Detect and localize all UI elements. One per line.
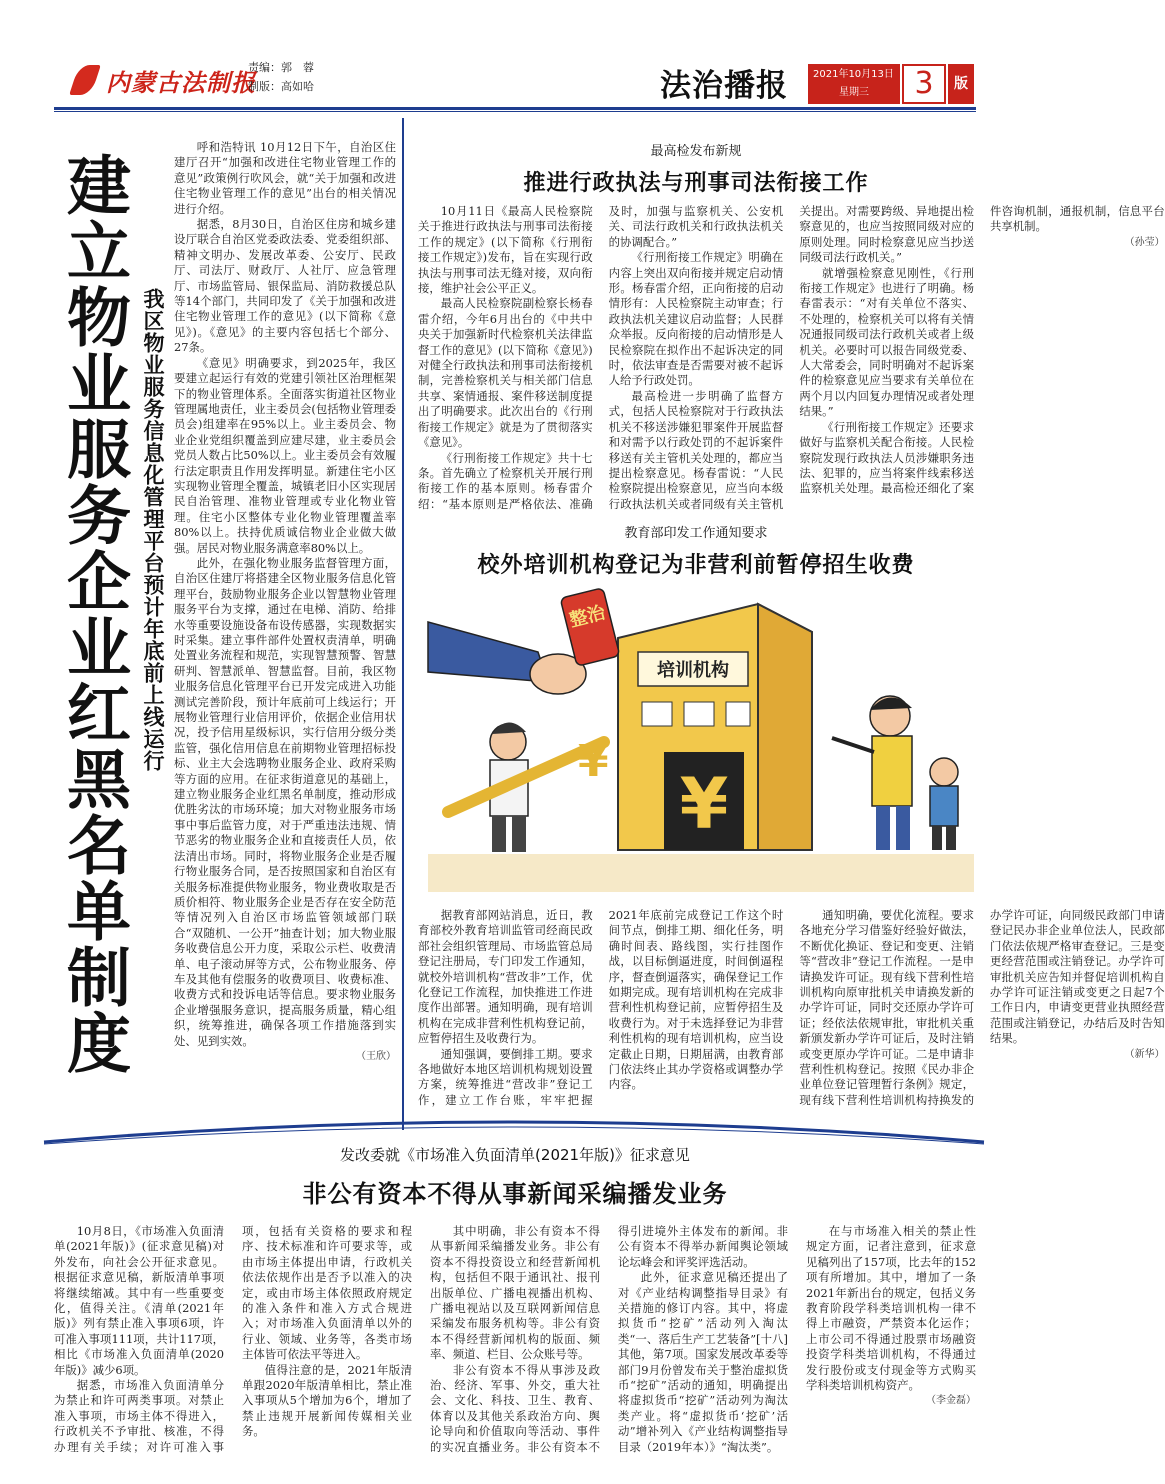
article-byline: （新华） (1124, 1048, 1165, 1060)
article-paragraph: 此外，在强化物业服务监督管理方面，自治区住建厅将搭建全区物业服务信息化管理平台，鼓励物业服务企业以智慧物业管理服务平台为支撑，通过在电梯、消防、给排水等重要设施设备布设传感器，实现数据实时采集。建立事件部件处置权责清单，明确处置业务流程和规范，实现智慧预警、智慧研判、智慧派单、智慧监督。目前，我区物业服务信息化管理平台已开发完成进入功能测试完善阶段，预计年底前可上线运行；开展物业管理行业信用评价，依据企业信用状况，投予信用星级标识，实行信用分级分类监管，强化信用信息在前期物业管理招标投标、业主大会选聘物业服务企业、政府采购等方面的应用。在征求街道意见的基础上，建立物业服务企业红黑名单制度，推动形成优胜劣汰的市场环境；加大对物业服务市场事中事后监管力度，对于严重违法违规、情节恶劣的物业服务企业和直接责任人员，依法清出市场。同时，将物业服务企业是否履行物业服务合同，是否按照国家和自治区有关服务标准提供物业服务，物业费收取是否质价相符、物业服务企业是否存在安全防范等情况列入自治区市场监管领域部门联合“双随机、一公开”抽查计划；加大物业服务收费信息公开力度，采取公示栏、收费清单、电子滚动屏等方式，公布物业服务、停车及其他有偿服务的收费项目、收费标准、收费方式和投诉电话等信息。要求物业服务企业增强服务意识，提高服务质量，精心组织，统筹推进，确保各项工作措施落到实处、见到实效。 (174, 555, 396, 1048)
article-paragraph: 10月8日，《市场准入负面清单(2021年版)》(征求意见稿)对外发布，向社会公开征求意见。根据征求意见稿，新版清单事项将继续缩减。其中有一些重要变化，值得关注。《清单(2021年版)》列有禁止准入事项6项，许可准入事项111项，共计117项，相比《市场准入负面清单(2020年版)》减少6项。 (54, 1224, 224, 1377)
editor-credits (248, 58, 314, 96)
story-body (418, 204, 1165, 516)
story-body (418, 908, 1165, 1116)
editor-credit: 责编：郭 蓉 (248, 61, 314, 74)
article-byline: （孙莹） (1124, 236, 1165, 248)
story-headline: 非公有资本不得从事新闻采编播发业务 (302, 1179, 728, 1208)
column-divider (402, 118, 404, 1130)
svg-text:¥: ¥ (578, 736, 609, 787)
article-paragraph: 此外，征求意见稿还提出了对《产业结构调整指导目录》有关措施的修订内容。其中，将虚拟货币“挖矿”活动列入淘汰类“一、落后生产工艺装备”[十八]其他，第7项。国家发展改革委等部门9月份曾发布关于整治虚拟货币“挖矿”活动的通知，明确提出将虚拟货币“挖矿”活动列为淘汰类产业。将“虚拟货币‘挖矿’活动”增补列入《产业结构调整指导目录（2019年本）》“淘汰类”。 (618, 1270, 788, 1454)
market-access-story (54, 1138, 976, 1478)
article-paragraph: 《行刑衔接工作规定》明确在内容上突出双向衔接并规定启动情形。杨春雷介绍，正向衔接的启动情形有：人民检察院主动审查；行政执法机关建议启动监督；人民群众举报。反向衔接的启动情形是人民检察院在拟作出不起诉决定的同时，依法审查是否需要对被不起诉人给予行政处罚。 (608, 250, 784, 388)
article-paragraph: 非公有资本不得从事涉及政治、经济、军事、外交，重大社会、文化、科技、卫生、教育、体育以及其他关系政治方向、舆论导向和价值取向等活动、事件的实况直播业务。非公有资本不得引进境外主体发布的新闻。非公有资本不得举办新闻舆论领域论坛峰会和评奖评选活动。 (430, 1224, 788, 1454)
lead-headline: 建立物业服务企业红黑名单制度 (56, 152, 131, 1076)
article-paragraph: 通知强调，要倒排工期。要求各地做好本地区培训机构规划设置方案，统筹推进“营改非”登记工作，建立工作台账，牢牢把握2021年底前完成登记工作这个时间节点，倒排工期、细化任务，明确时间表、路线图，实行挂图作战，以目标倒逼进度，时间倒逼程序，督查倒逼落实，确保登记工作如期完成。现有培训机构在完成非营利性机构登记前，应暂停招生及收费行为。对于未选择登记为非营利性机构的现有培训机构，应当设定截止日期，日期届满，由教育部门依法终止其办学资格或调整办学内容。 (418, 908, 784, 1107)
article-paragraph: 10月11日《最高人民检察院关于推进行政执法与刑事司法衔接工作的规定》(以下简称《行刑衔接工作规定》)发布，旨在实现行政执法与刑事司法无缝对接，双向衔接，维护社会公平正义。 (418, 204, 593, 296)
article-paragraph: 据悉，8月30日，自治区住房和城乡建设厅联合自治区党委政法委、党委组织部、精神文明办、发展改革委、公安厅、民政厅、司法厅、财政厅、人社厅、应急管理厅、市场监管局、银保监局、消防救援总队等14个部门，共同印发了《关于加强和改进住宅物业管理工作的意见》(以下简称《意见》)。《意见》的主要内容包括七个部分、27条。 (174, 217, 396, 355)
issue-weekday: 星期三 (839, 87, 869, 98)
story-headline: 校外培训机构登记为非营利前暂停招生收费 (477, 552, 915, 578)
layout-credit: 制版：高如哈 (248, 80, 314, 93)
masthead-rule-thin (54, 111, 976, 112)
procuratorate-story (418, 136, 1165, 516)
date-block (808, 64, 900, 104)
article-paragraph: 值得注意的是，2021年版清单跟2020年版清单相比，禁止准入事项从5个增加为6个，增加了禁止违规开展新闻传媒相关业务。 (242, 1362, 412, 1439)
article-paragraph: 就增强检察意见刚性，《行刑衔接工作规定》也进行了明确。杨春雷表示：“对有关单位不落实、不处理的，检察机关可以将有关情况通报同级司法行政机关或者上级机关。必要时可以报告同级党委、人大常委会，同时明确对不起诉案件的检察意见应当要求有关单位在两个月以内回复办理情况或者处理结果。” (799, 265, 974, 419)
masthead-rule (54, 107, 976, 110)
article-paragraph: 据教育部网站消息，近日，教育部校外教育培训监管司经商民政部社会组织管理局、市场监管总局登记注册局，专门印发工作通知，就校外培训机构“营改非”工作，优化登记工作流程，加快推进工作进度作出部署。通知明确，现有培训机构在完成非营利性机构登记前，应暂停招生及收费行为。 (418, 908, 593, 1046)
newspaper-name: 内蒙古法制报 (106, 67, 256, 97)
issue-info (808, 64, 974, 104)
article-paragraph: 《行刑衔接工作规定》还要求做好与监察机关配合衔接。人民检察院发现行政执法人员涉嫌职务违法、犯罪的，应当将案件线索移送监察机关处理。最高检还细化了案件咨询机制，通报机制，信息平台共享机制。 (799, 204, 1165, 496)
article-paragraph: 《意见》明确要求，到2025年，我区要建立起运行有效的党建引领社区治理框架下的物业管理体系。全面落实街道社区物业管理属地责任，业主委员会(包括物业管理委员会)组建率在95%以上。业主委员会、物业企业党组织覆盖到应建尽建，业主委员会党员人数占比50%以上。业主委员会有效履行法定职责且作用发挥明显。新建住宅小区实现物业管理全覆盖，城镇老旧小区实现居民自治管理、准物业管理或专业化物业管理。住宅小区整体专业化物业管理覆盖率80%以上。扶持优质诚信物业企业做大做强。居民对物业服务满意率80%以上。 (174, 355, 396, 555)
article-paragraph: 最高人民检察院副检察长杨春雷介绍，今年6月出台的《中共中央关于加强新时代检察机关法律监督工作的意见》(以下简称《意见》)对健全行政执法和刑事司法衔接机制，完善检察机关与相关部门信息共享、案情通报、案件移送制度提出了明确要求。此次出台的《行刑衔接工作规定》就是为了贯彻落实《意见》。 (418, 296, 593, 450)
building-illustration (618, 604, 812, 850)
article-paragraph: 通知明确，要优化流程。要求各地充分学习借鉴好经验好做法，不断优化换证、登记和变更、注销等“营改非”登记工作流程。一是申请换发许可证。现有线下营利性培训机构向原审批机关申请换发新的办学许可证，同时交还原办学许可证；经依法依规审批，审批机关重新颁发新办学许可证后，及时注销或变更原办学许可证。二是申请非营利性机构登记。按照《民办非企业单位登记管理暂行条例》规定，现有线下营利性培训机构持换发的办学许可证，向同级民政部门申请登记民办非企业单位法人，民政部门依法依规严格审查登记。三是变更经营范围或注销登记。办学许可审批机关应告知并督促培训机构自办学许可证注销或变更之日起7个工作日内，申请变更营业执照经营范围或注销登记，办结后及时告知结果。 (799, 908, 1165, 1107)
story-headline: 推进行政执法与刑事司法衔接工作 (523, 170, 869, 196)
article-paragraph: 呼和浩特讯 10月12日下午，自治区住建厅召开“加强和改进住宅物业管理工作的意见”政策例行吹风会，就“关于加强和改进住宅物业管理工作的意见”出台的相关情况进行介绍。 (174, 140, 396, 216)
newspaper-logo (70, 58, 256, 102)
article-byline: （李金磊） (926, 1395, 976, 1407)
story-kicker: 最高检发布新规 (650, 144, 742, 159)
article-byline: （王欣） (356, 1050, 396, 1062)
masthead (0, 0, 1024, 112)
issue-date: 2021年10月13日 (813, 69, 894, 80)
article-paragraph: 据悉，市场准入负面清单分为禁止和许可两类事项。对禁止准入事项，市场主体不得进入，行政机关不予审批、核准，不得办理有关手续；对许可准入事项，包括有关资格的要求和程序、技术标准和许可要求等，或由市场主体提出申请，行政机关依法依规作出是否予以准入的决定，或由市场主体依照政府规定的准入条件和准入方式合规进入；对市场准入负面清单以外的行业、领域、业务等，各类市场主体皆可依法平等进入。 (54, 1224, 412, 1454)
section-title: 法治播报 (660, 68, 788, 104)
svg-text:¥: ¥ (679, 763, 729, 845)
article-paragraph: 在与市场准入相关的禁止性规定方面，记者注意到，征求意见稿列出了157项，比去年的152项有所增加。其中，增加了一条2021年新出台的规定，包括义务教育阶段学科类培训机构一律不得上市融资，严禁资本化运作；上市公司不得通过股票市场融资投资学科类培训机构，不得通过发行股份或支付现金等方式购买学科类培训机构资产。 (806, 1224, 976, 1393)
page-suffix: 版 (948, 64, 974, 104)
training-cartoon-illustration (428, 592, 974, 892)
sign-text: 整治 (567, 602, 608, 632)
article-paragraph: 《行刑衔接工作规定》共十七条。首先确立了检察机关开展行刑衔接工作的基本原则。杨春雷介绍：“基本原则是严格依法、准确及时，加强与监察机关、公安机关、司法行政机关和行政执法机关的协调配合。” (418, 204, 784, 511)
page-number: 3 (902, 64, 946, 104)
story-kicker: 发改委就《市场准入负面清单(2021年版)》征求意见 (340, 1146, 690, 1164)
training-institution-story (418, 516, 1165, 1116)
article-paragraph: 最高检进一步明确了监督方式，包括人民检察院对于行政执法机关不移送涉嫌犯罪案件开展监督和对需予以行政处罚的不起诉案件移送有关主管机关处理的，都应当提出检察意见。杨春雷说：“人民检察院提出检察意见，应当向本级行政执法机关或者同级有关主管机关提出。对需要跨级、异地提出检察意见的，也应当按照同级对应的原则处理。同时检察意见应当抄送同级司法行政机关。” (608, 204, 974, 511)
building-sign: 培训机构 (657, 660, 729, 681)
lead-article-body (174, 140, 396, 1110)
lead-subheadline: 我区物业服务信息化管理平台预计年底前上线运行 (141, 288, 165, 772)
article-paragraph: 其中明确，非公有资本不得从事新闻采编播发业务。非公有资本不得投资设立和经营新闻机构，包括但不限于通讯社、报刊出版单位、广播电视播出机构、广播电视站以及互联网新闻信息采编发布服务机构等。非公有资本不得经营新闻机构的版面、频率、频道、栏目、公众账号等。 (430, 1224, 600, 1362)
story-body (54, 1224, 976, 1478)
lead-story (54, 118, 394, 1118)
newspaper-emblem-icon (70, 63, 100, 97)
story-kicker: 教育部印发工作通知要求 (624, 526, 768, 541)
